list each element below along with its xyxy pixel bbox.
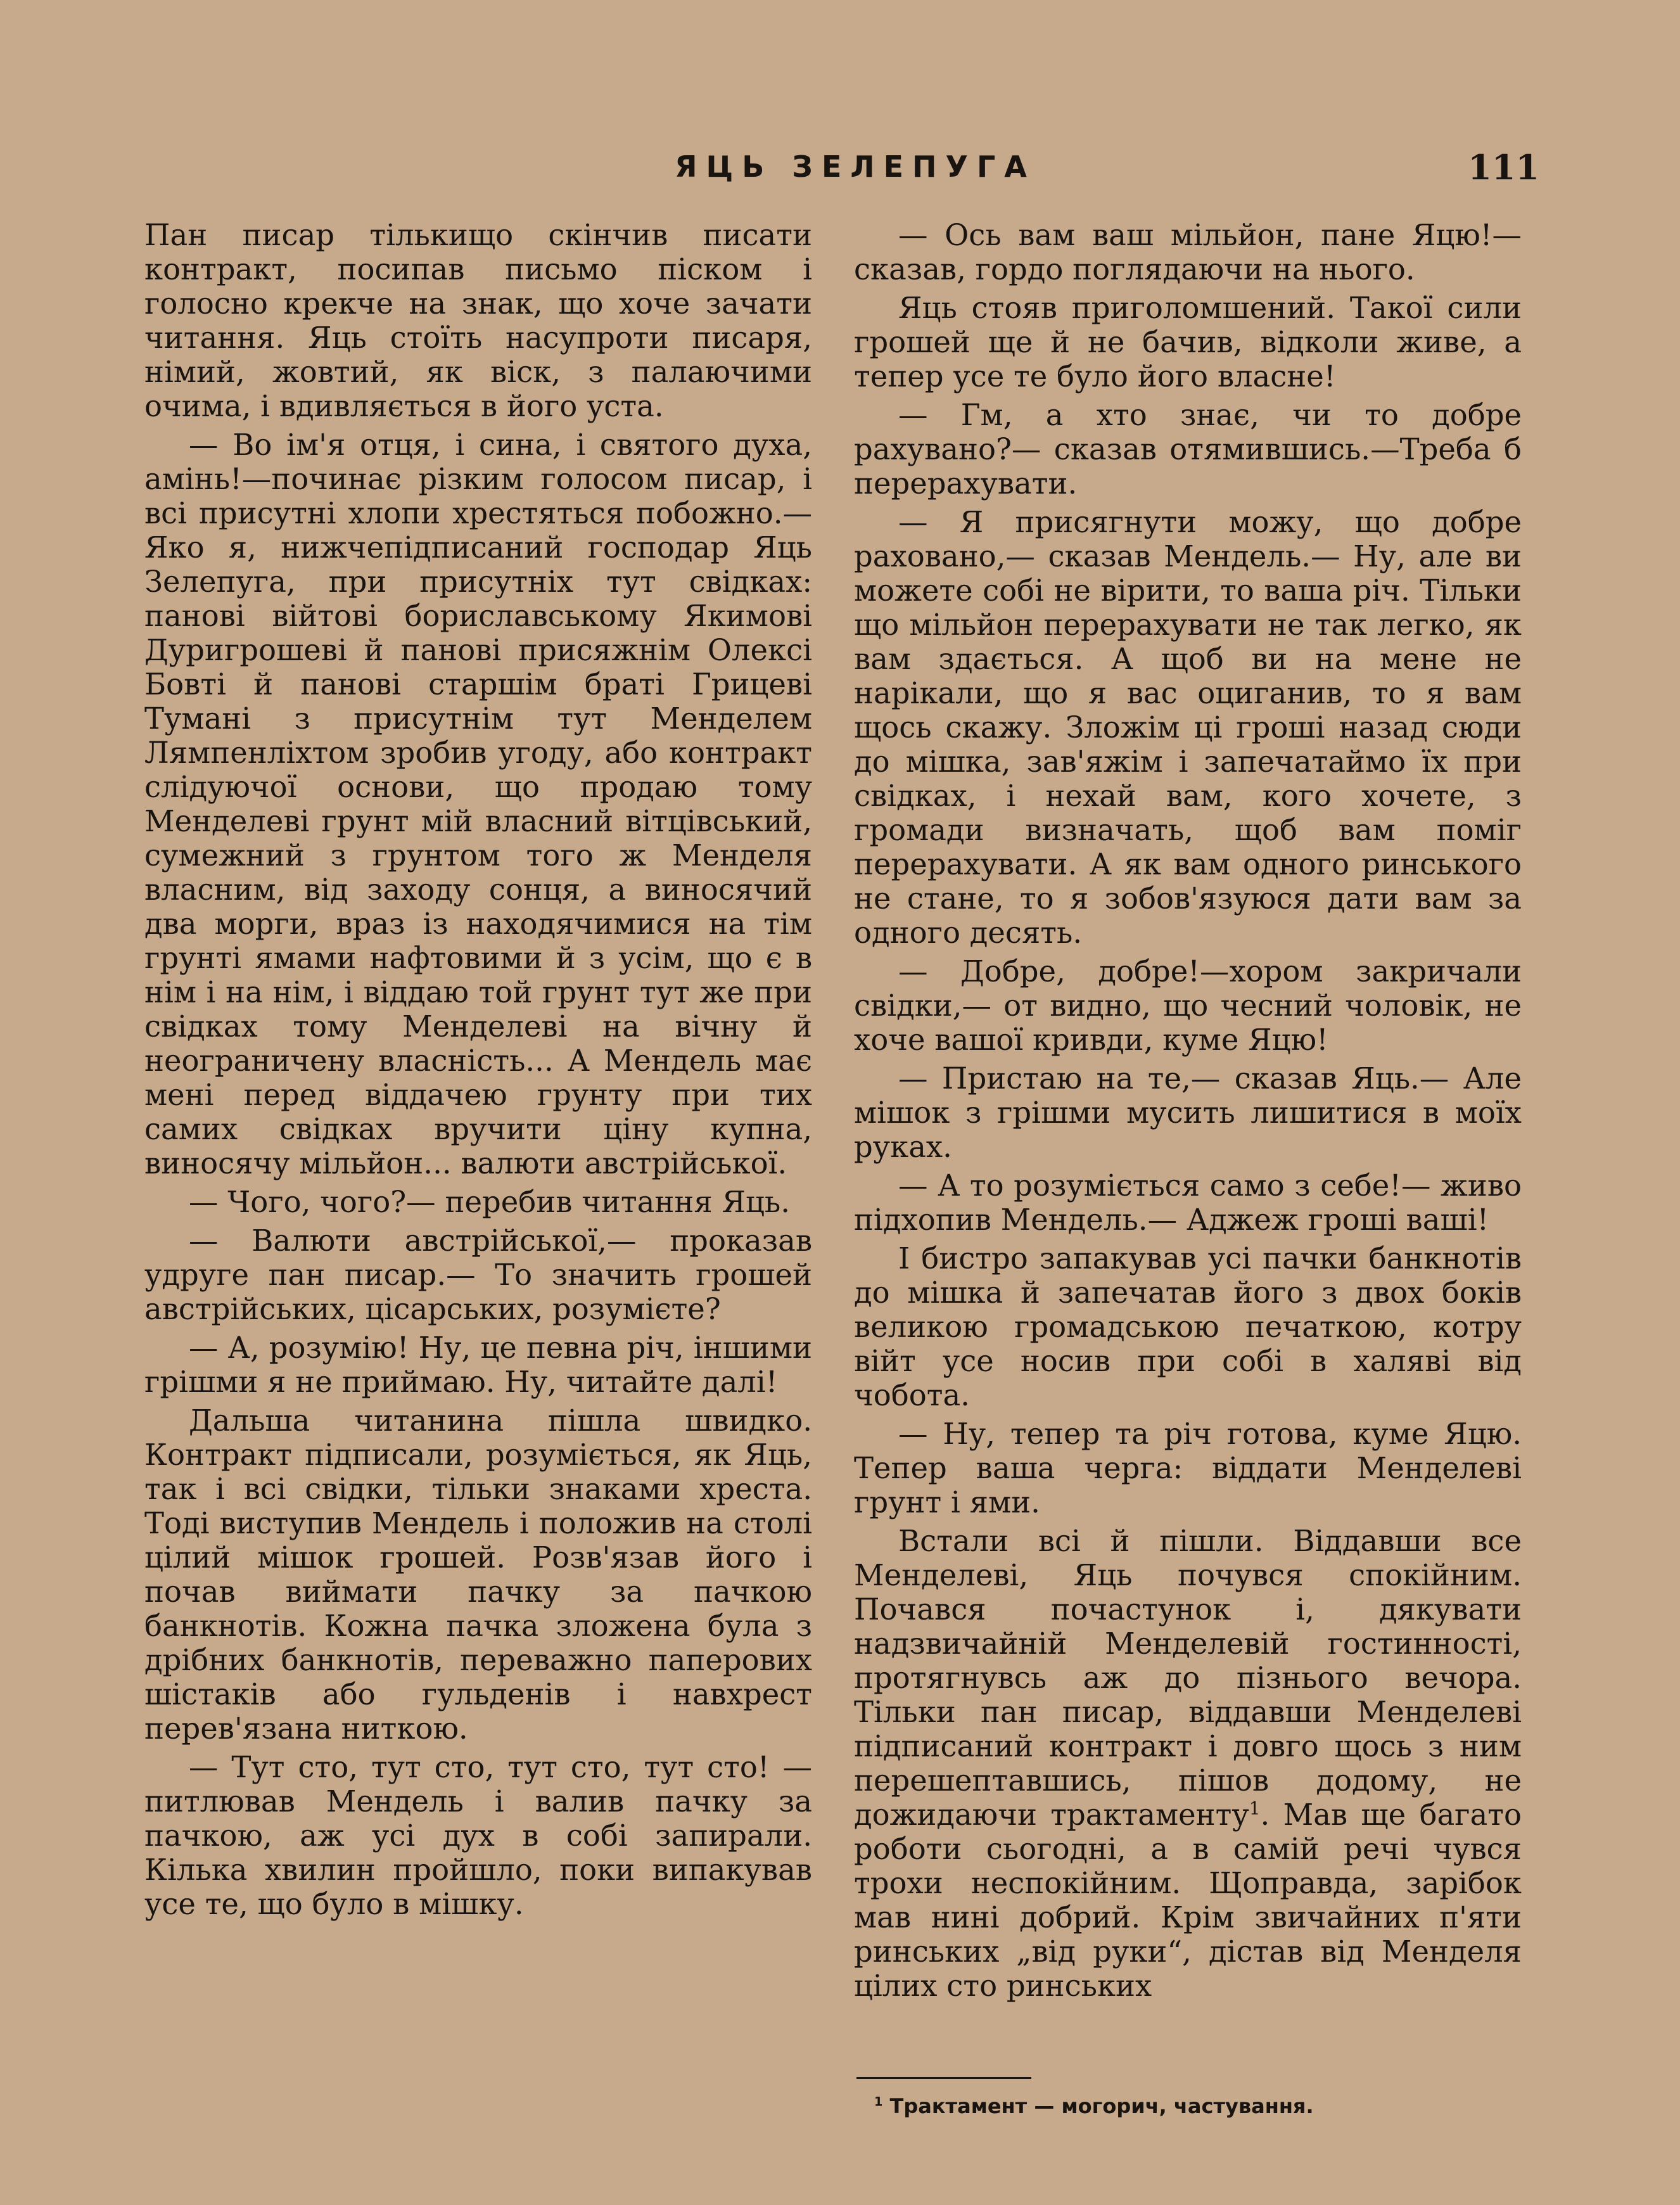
footnote-reference: 1 [1249,1798,1261,1819]
paragraph: — Чого, чого?— перебив читання Яць. [189,1185,791,1219]
paragraph: Дальша читанина пішла швидко. Контракт підписали, розуміється, як Яць, так і всі свідки, тільки знаками хреста. Тоді виступив Мендель і положив на столі цілий мішок грошей. Розв'язав його і почав виймати пачку за пачкою банкнотів. Кожна пачка зложена була з дрібних банкнотів, переважно паперових шістаків або гульденів і навхрест перев'язана ниткою. [144,1403,812,1746]
footnote-marker: 1 [874,2094,883,2109]
paragraph: — Ну, тепер та річ готова, куме Яцю. Тепер ваша черга: віддати Менделеві грунт і ями. [854,1417,1522,1519]
paragraph-text: Встали всі й пішли. Віддавши все Менделеві, Яць почувся спокійним. Почався почастунок і, дякувати надзвичайній Менделевій гостинності, протягнувсь аж до пізнього вечора. Тільки пан писар, віддавши Менделеві підписаний контракт і довго щось з ним перешептавшись, пішов додому, не дожидаючи трактаменту [854,1524,1522,1832]
footnote-divider [856,2077,1031,2079]
paragraph: Пан писар тількищо скінчив писати контракт, посипав письмо піском і голосно крекче на знак, що хоче зачати читання. Яць стоїть насупроти писаря, німий, жовтий, як віск, з палаючими очима, і вдивляється в його уста. [144,218,812,423]
paragraph: — Пристаю на те,— сказав Яць.— Але мішок з грішми мусить лишитися в моїх руках. [854,1061,1522,1164]
paragraph: І бистро запакував усі пачки банкнотів до мішка й запечатав його з двох боків великою громадською печаткою, котру війт усе носив при собі в халяві від чобота. [854,1241,1522,1412]
page-number: 111 [1468,147,1539,188]
footnote-text: Трактамент — могорич, частування. [889,2094,1314,2118]
running-title: ЯЦЬ ЗЕЛЕПУГА [675,150,1036,184]
footnote [874,2092,1533,2120]
paragraph: — Я присягнути можу, що добре раховано,— сказав Мендель.— Ну, але ви можете собі не вірити, то ваша річ. Тільки що мільйон перерахувати не так легко, як вам здається. А щоб ви на мене не нарікали, що я вас оциганив, то я вам щось скажу. Зложім ці гроші назад сюди до мішка, зав'яжім і запечатаймо їх при свідках, і нехай вам, кого хочете, з громади визначать, щоб вам поміг перерахувати. А як вам одного ринського не стане, то я зобов'язуюся дати вам за одного десять. [854,505,1522,950]
paragraph: — Гм, а хто знає, чи то добре рахувано?— сказав отямившись.—Треба б перерахувати. [854,398,1522,501]
paragraph: — Добре, добре!—хором закричали свідки,— от видно, що чесний чоловік, не хоче вашої кривди, куме Яцю! [854,954,1522,1057]
left-column [144,218,812,1926]
right-column [854,218,1522,2007]
paragraph: — А, розумію! Ну, це певна річ, іншими грішми я не приймаю. Ну, читайте далі! [144,1331,812,1399]
paragraph: — Тут сто, тут сто, тут сто, тут сто! — питлював Мендель і валив пачку за пачкою, аж усі дух в собі запирали. Кілька хвилин пройшло, поки випакував усе те, що було в мішку. [144,1750,812,1921]
sentence-period: . [1260,1798,1270,1832]
paragraph: — Во ім'я отця, і сина, і святого духа, амінь!—починає різким голосом писар, і всі присутні хлопи хрестяться побожно.— Яко я, нижчепідписаний господар Яць Зелепуга, при присутніх тут свідках: панові війтові бориславському Якимові Дуригрошеві й панові присяжнім Олексі Бовті й панові старшім браті Грицеві Тумані з присутнім тут Менделем Лямпенліхтом зробив угоду, або контракт слідуючої основи, що продаю тому Менделеві грунт мій власний вітцівський, сумежний з грунтом того ж Менделя власним, від заходу сонця, а виносячий два морги, враз із находячимися на тім грунті ямами нафтовими й з усім, що є в нім і на нім, і віддаю той грунт тут же при свідках тому Менделеві на вічну й неограничену власність... А Мендель має мені перед віддачею грунту при тих самих свідках вручити ціну купна, виносячу мільйон... валюти австрійської. [144,428,812,1180]
paragraph-text-continued: Мав ще багато роботи сьогодні, а в самій речі чувся трохи неспокійним. Щоправда, зарібок мав нині добрий. Крім звичайних п'яти ринських „від руки“, дістав від Менделя цілих сто ринських [854,1798,1522,2003]
paragraph: — Валюти австрійської,— проказав удруге пан писар.— То значить грошей австрійських, цісарських, розумієте? [144,1224,812,1326]
paragraph: — А то розуміється само з себе!— живо підхопив Мендель.— Аджеж гроші ваші! [854,1168,1522,1237]
paragraph [854,1524,1522,2003]
paragraph: — Ось вам ваш мільйон, пане Яцю!— сказав, гордо поглядаючи на нього. [854,218,1522,286]
paragraph: Яць стояв приголомшений. Такої сили грошей ще й не бачив, відколи живе, а тепер усе те було його власне! [854,291,1522,393]
